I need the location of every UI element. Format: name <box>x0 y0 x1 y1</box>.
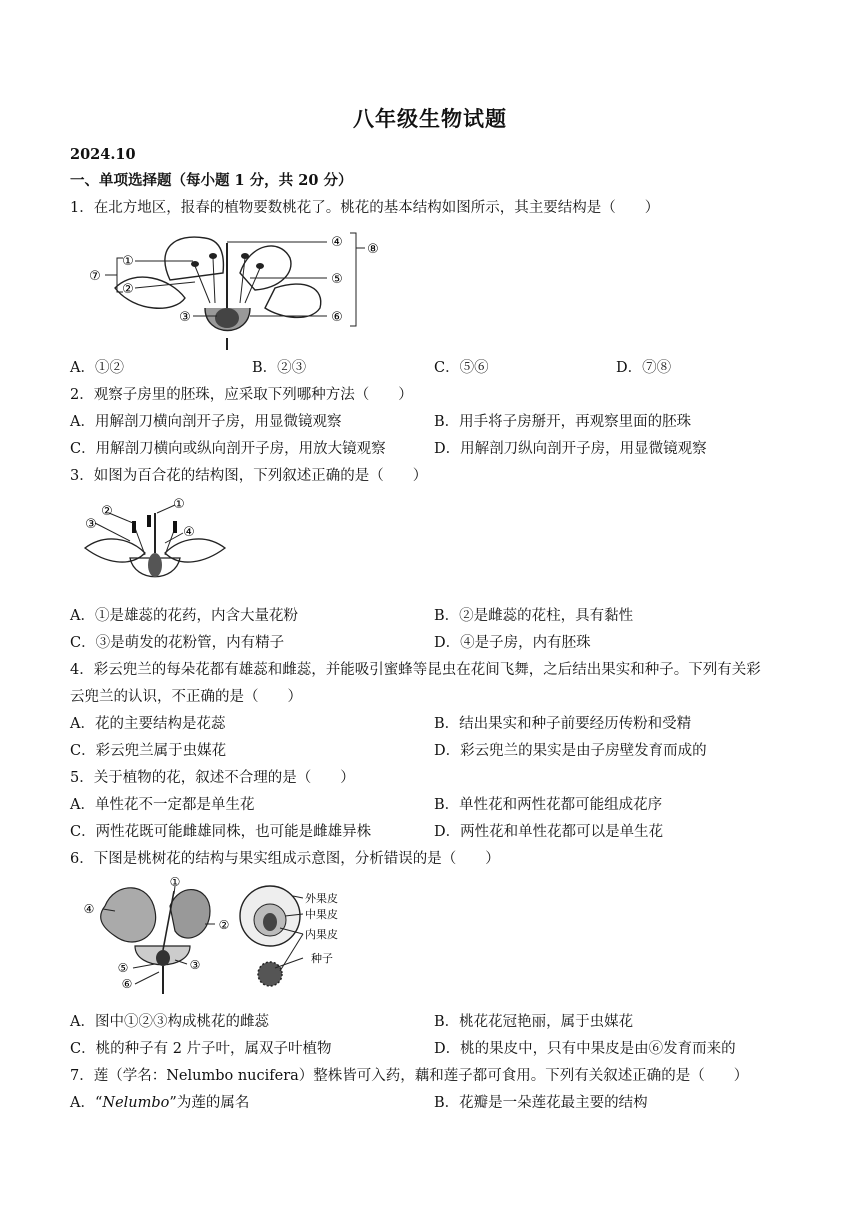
q5-option-a: A．单性花不一定都是单生花 <box>70 797 255 813</box>
q6-option-d: D．桃的果皮中，只有中果皮是由⑥发育而来的 <box>434 1041 736 1057</box>
question-5-stem: 5．关于植物的花，叙述不合理的是（ ） <box>70 770 355 786</box>
question-1-stem: 1．在北方地区，报春的植物要数桃花了。桃花的基本结构如图所示，其主要结构是（ ） <box>70 200 660 216</box>
q1-option-a: A．①② <box>70 360 124 376</box>
question-4-stem-line2: 云兜兰的认识，不正确的是（ ） <box>70 689 302 705</box>
q6-option-a: A．图中①②③构成桃花的雌蕊 <box>70 1014 269 1030</box>
label-7: ⑦ <box>89 269 101 284</box>
q3-option-b: B．②是雌蕊的花柱，具有黏性 <box>434 608 634 624</box>
q3-option-d: D．④是子房，内有胚珠 <box>434 635 591 651</box>
label-4: ④ <box>331 235 343 250</box>
question-2-stem: 2．观察子房里的胚珠，应采取下列哪种方法（ ） <box>70 387 413 403</box>
q7-option-a <box>70 1093 249 1113</box>
q7-option-a-post: ”为莲的属名 <box>169 1095 250 1111</box>
q1-option-d: D．⑦⑧ <box>616 360 672 376</box>
exam-date: 2024.10 <box>70 146 136 163</box>
peach-label-1: ① <box>169 876 181 889</box>
q5-option-b: B．单性花和两性花都可能组成花序 <box>434 797 663 813</box>
q4-option-b: B．结出果实和种子前要经历传粉和受精 <box>434 716 692 732</box>
lily-label-1: ① <box>173 497 185 512</box>
q7-option-a-genus: Nelumbo <box>102 1095 170 1111</box>
q6-option-c: C．桃的种子有 2 片子叶，属双子叶植物 <box>70 1041 332 1057</box>
question-6-stem: 6．下图是桃树花的结构与果实组成示意图，分析错误的是（ ） <box>70 851 500 867</box>
label-6: ⑥ <box>331 310 343 325</box>
fruit-label-seed: 种子 <box>311 952 333 965</box>
label-5: ⑤ <box>331 272 343 287</box>
q3-option-c: C．③是萌发的花粉管，内有精子 <box>70 635 285 651</box>
label-1: ① <box>122 254 134 269</box>
fruit-label-endocarp: 内果皮 <box>305 928 338 941</box>
lily-flower-diagram <box>75 493 235 593</box>
q1-option-b: B．②③ <box>252 360 307 376</box>
q7-option-b: B．花瓣是一朵莲花最主要的结构 <box>434 1095 648 1111</box>
label-2: ② <box>122 282 134 297</box>
section-heading: 一、单项选择题（每小题 1 分，共 20 分） <box>70 172 353 189</box>
q6-option-b: B．桃花花冠艳丽，属于虫媒花 <box>434 1014 634 1030</box>
peach-label-4: ④ <box>83 902 95 916</box>
lily-label-3: ③ <box>85 517 97 532</box>
peach-flower-diagram <box>75 228 400 350</box>
q2-option-b: B．用手将子房掰开，再观察里面的胚珠 <box>434 414 692 430</box>
q4-option-a: A．花的主要结构是花蕊 <box>70 716 226 732</box>
q5-option-d: D．两性花和单性花都可以是单生花 <box>434 824 664 840</box>
question-4-stem-line1: 4．彩云兜兰的每朵花都有雄蕊和雌蕊，并能吸引蜜蜂等昆虫在花间飞舞，之后结出果实和种子。下列有关彩 <box>70 662 761 678</box>
peach-label-2: ② <box>218 918 230 932</box>
fruit-label-mesocarp: 中果皮 <box>305 908 338 921</box>
q5-option-c: C．两性花既可能雌雄同株，也可能是雌雄异株 <box>70 824 372 840</box>
fruit-label-exocarp: 外果皮 <box>305 892 338 905</box>
label-3: ③ <box>179 310 191 325</box>
q4-option-d: D．彩云兜兰的果实是由子房壁发育而成的 <box>434 743 707 759</box>
q3-option-a: A．①是雄蕊的花药，内含大量花粉 <box>70 608 298 624</box>
peach-flower-fruit-diagram <box>75 876 360 998</box>
q2-option-a: A．用解剖刀横向剖开子房，用显微镜观察 <box>70 414 342 430</box>
q4-option-c: C．彩云兜兰属于虫媒花 <box>70 743 227 759</box>
q1-option-c: C．⑤⑥ <box>434 360 489 376</box>
q7-option-a-pre: A．“ <box>70 1095 103 1111</box>
lily-label-4: ④ <box>183 525 195 540</box>
peach-label-3: ③ <box>189 958 201 972</box>
q2-option-c: C．用解剖刀横向或纵向剖开子房，用放大镜观察 <box>70 441 386 457</box>
lily-label-2: ② <box>101 504 113 519</box>
question-7-stem: 7．莲（学名：Nelumbo nucifera）整株皆可入药，藕和莲子都可食用。下列有关叙述正确的是（ ） <box>70 1068 749 1084</box>
label-8: ⑧ <box>367 242 379 257</box>
peach-label-5: ⑤ <box>117 961 129 975</box>
q2-option-d: D．用解剖刀纵向剖开子房，用显微镜观察 <box>434 441 707 457</box>
peach-label-6: ⑥ <box>121 977 133 991</box>
question-3-stem: 3．如图为百合花的结构图，下列叙述正确的是（ ） <box>70 468 428 484</box>
page-title: 八年级生物试题 <box>353 106 507 131</box>
